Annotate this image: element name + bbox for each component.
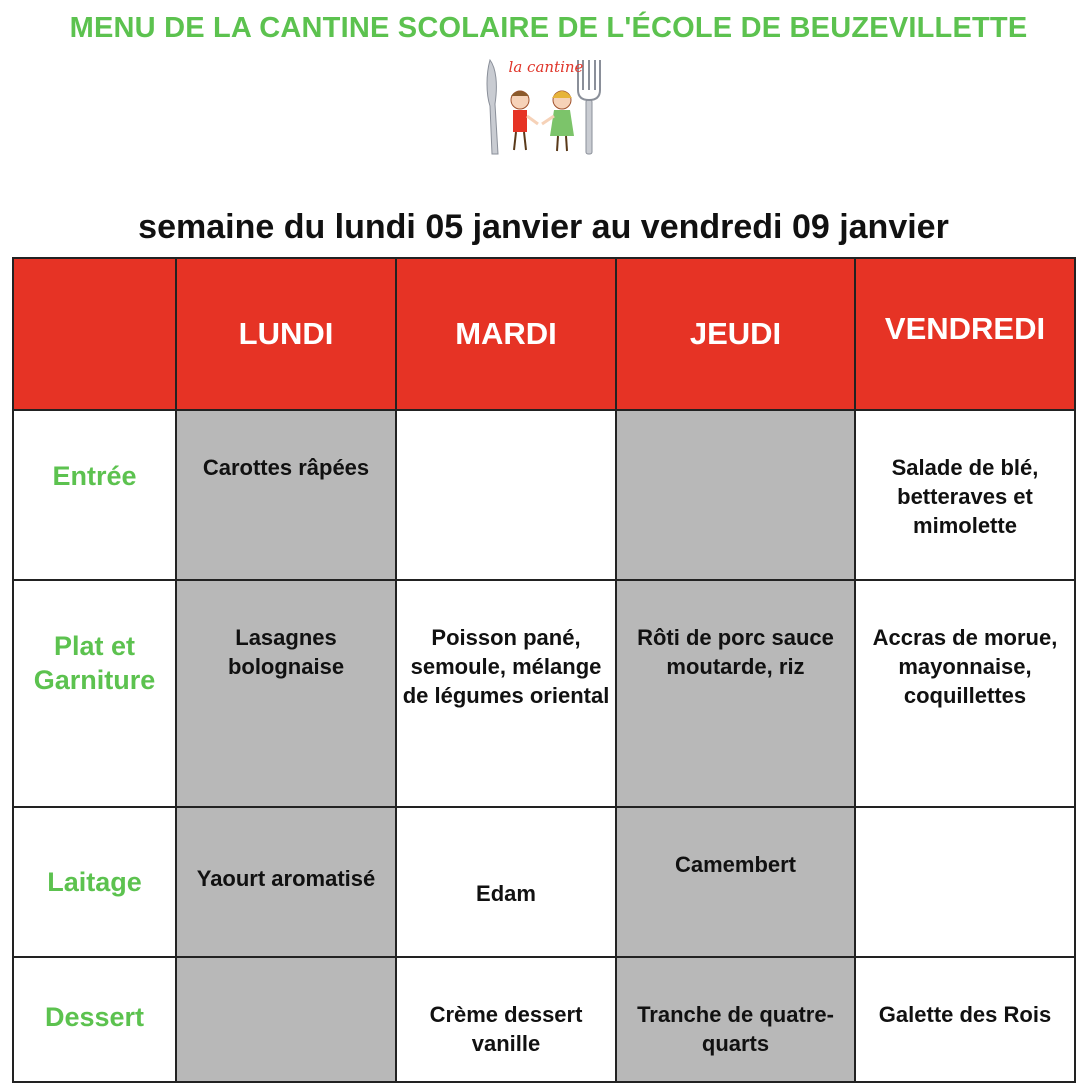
cell-mardi-laitage: [396, 807, 616, 957]
row-label-plat: Plat et Garniture: [13, 580, 176, 807]
menu-table: [12, 257, 1076, 1083]
table-row-plat: [13, 580, 1075, 807]
cell-mardi-plat: [396, 580, 616, 807]
table-row-laitage: [13, 807, 1075, 957]
cell-vendredi-dessert: [855, 957, 1075, 1082]
cell-lundi-entree: [176, 410, 396, 580]
table-row-entree: [13, 410, 1075, 580]
cell-mardi-dessert: [396, 957, 616, 1082]
table-row-dessert: [13, 957, 1075, 1082]
cell-jeudi-laitage: [616, 807, 855, 957]
cell-jeudi-plat: [616, 580, 855, 807]
menu-item: Poisson pané, semoule, mélange de légumes oriental: [402, 625, 610, 708]
menu-item: Carottes râpées: [202, 455, 370, 480]
row-label-laitage: Laitage: [13, 807, 176, 957]
day-header-mardi: MARDI: [396, 258, 616, 410]
cell-vendredi-plat: [855, 580, 1075, 807]
row-label-entree: Entrée: [13, 410, 176, 580]
cell-mardi-entree: [396, 410, 616, 580]
day-header-row: [13, 258, 1075, 410]
cell-jeudi-dessert: [616, 957, 855, 1082]
cell-vendredi-entree: [855, 410, 1075, 580]
menu-item: Salade de blé, betteraves et mimolette: [891, 455, 1039, 538]
cell-lundi-laitage: [176, 807, 396, 957]
cell-lundi-dessert: [176, 957, 396, 1082]
header-corner: [13, 258, 176, 410]
page-title: MENU DE LA CANTINE SCOLAIRE DE L'ÉCOLE DE BEUZEVILLETTE: [69, 12, 1028, 44]
menu-item: Edam: [476, 880, 536, 906]
row-label-dessert: Dessert: [13, 957, 176, 1082]
cell-vendredi-laitage: [855, 807, 1075, 957]
menu-item: Tranche de quatre-quarts: [637, 1002, 834, 1056]
menu-item: Crème dessert vanille: [429, 1002, 583, 1056]
menu-item: Lasagnes bolognaise: [227, 625, 345, 679]
week-heading: semaine du lundi 05 janvier au vendredi 09 janvier: [138, 208, 949, 246]
logo-text: la cantine: [508, 58, 584, 76]
menu-item: Galette des Rois: [878, 1002, 1052, 1027]
day-header-lundi: LUNDI: [176, 258, 396, 410]
day-header-vendredi: VENDREDI: [855, 258, 1075, 410]
cantine-logo: [482, 54, 608, 158]
menu-item: Camembert: [674, 852, 797, 877]
menu-item: Accras de morue, mayonnaise, coquillettes: [872, 625, 1058, 708]
cell-jeudi-entree: [616, 410, 855, 580]
menu-item: Rôti de porc sauce moutarde, riz: [637, 625, 834, 679]
cell-lundi-plat: [176, 580, 396, 807]
day-header-jeudi: JEUDI: [616, 258, 855, 410]
menu-item: Yaourt aromatisé: [196, 865, 376, 891]
